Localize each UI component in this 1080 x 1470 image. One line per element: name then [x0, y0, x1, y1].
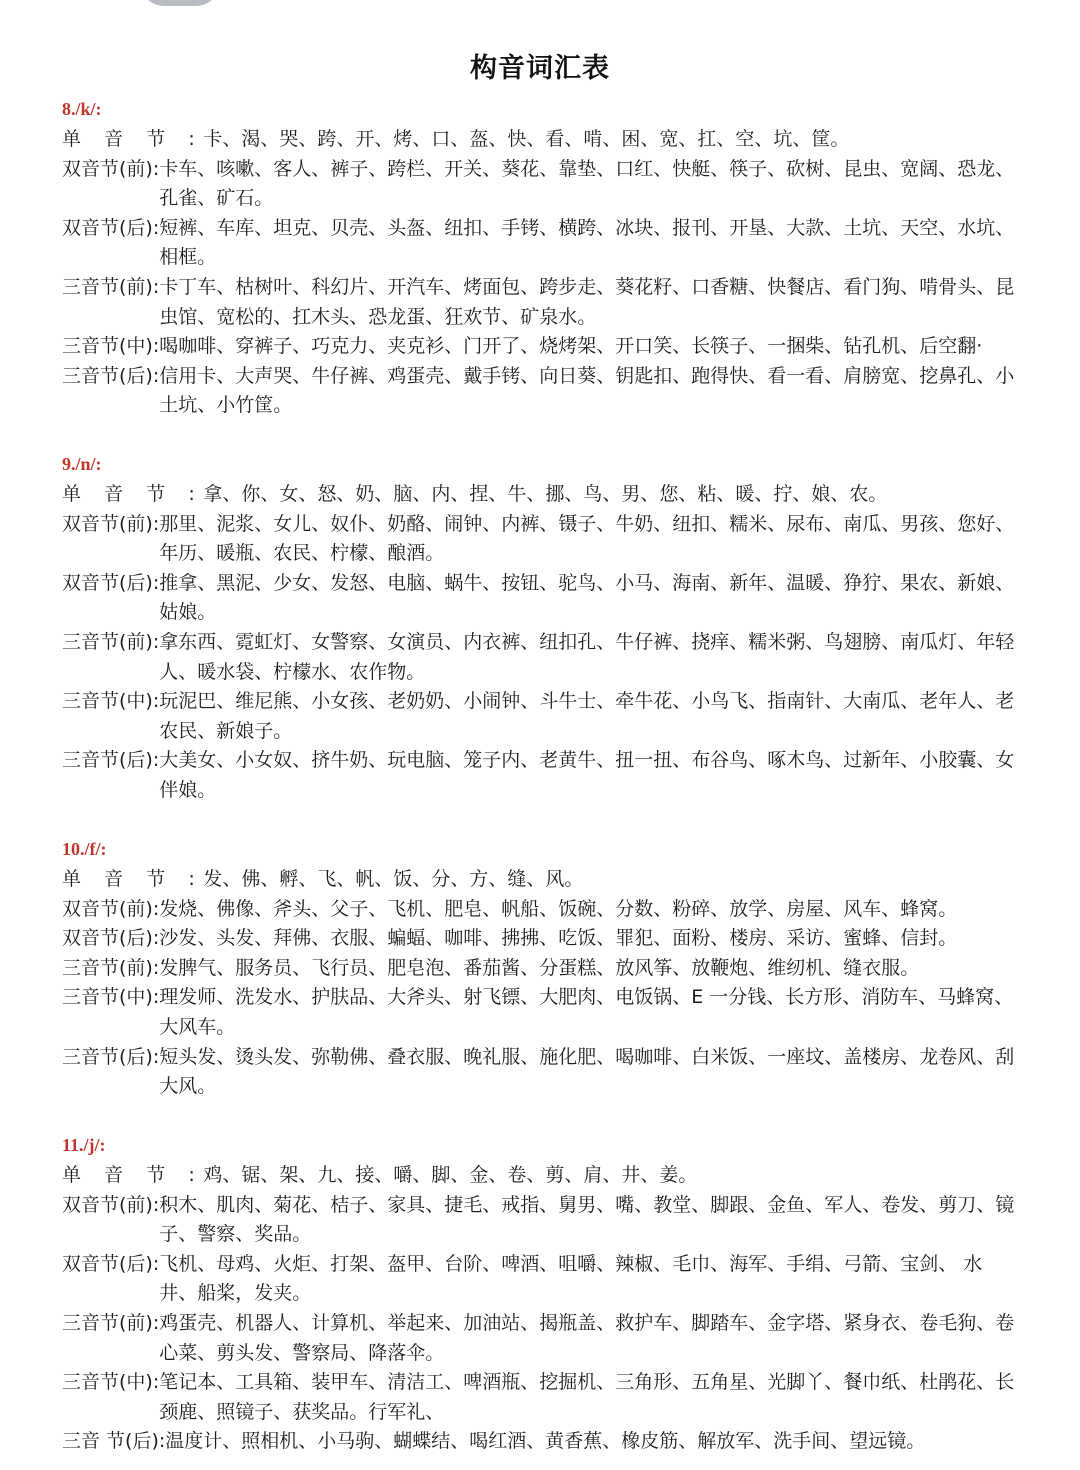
row-words: 理发师、洗发水、护肤品、大斧头、射飞镖、大肥肉、电饭锅、E 一分钱、长方形、消防车、马蜂窝、大风车。	[159, 986, 1014, 1038]
row-label: 双音节(前):	[62, 1193, 160, 1216]
row-words: 卡车、咳嗽、客人、裤子、跨栏、开关、葵花、靠垫、口红、快艇、筷子、砍树、昆虫、宽阔、恐龙、孔雀、矿石。	[159, 157, 1015, 210]
row-label: 三音 节(后):	[62, 1430, 166, 1453]
row-label: 三音节(后):	[62, 749, 160, 772]
row-trisyllable-back	[62, 746, 1062, 805]
row-label: 单 音 节 :	[62, 128, 204, 150]
row-words: 信用卡、大声哭、牛仔裤、鸡蛋壳、戴手铐、向日葵、钥匙扣、跑得快、看一看、肩膀宽、挖鼻孔、小土坑、小竹筐。	[159, 364, 1015, 417]
row-words: 推拿、黑泥、少女、发怒、电脑、蜗牛、按钮、驼鸟、小马、海南、新年、温暖、狰狞、果农、新娘、姑娘。	[159, 571, 1015, 624]
row-label: 三音节(中):	[62, 1371, 160, 1394]
row-words: 笔记本、工具箱、装甲车、清洁工、啤酒瓶、挖掘机、三角形、五角星、光脚丫、餐巾纸、杜鹃花、长颈鹿、照镜子、获奖品。行军礼、	[159, 1371, 1015, 1423]
row-words: 飞机、母鸡、火炬、打架、盔甲、台阶、啤酒、咀嚼、辣椒、毛巾、海军、手绢、弓箭、宝剑、 水井、船桨，发夹。	[159, 1252, 983, 1305]
section-heading: 11./j/:	[62, 1135, 106, 1155]
section-k	[62, 97, 1062, 421]
section-heading: 9./n/:	[62, 454, 102, 474]
row-words: 发、佛、孵、飞、帆、饭、分、方、缝、风。	[203, 868, 584, 890]
row-monosyllable	[62, 480, 1062, 510]
row-monosyllable	[62, 125, 1062, 155]
row-trisyllable-middle	[62, 983, 1062, 1042]
row-words: 卡、渴、哭、跨、开、烤、口、盔、快、看、啃、困、宽、扛、空、坑、筐。	[203, 128, 850, 150]
row-words: 发脾气、服务员、飞行员、肥皂泡、番茄酱、分蛋糕、放风筝、放鞭炮、维纫机、缝衣服。	[159, 956, 920, 979]
row-label: 双音节(后):	[62, 216, 160, 239]
row-disyllable-back	[62, 569, 1062, 628]
section-f	[62, 837, 1062, 1102]
section-heading: 10./f/:	[62, 839, 107, 859]
row-label: 三音节(前):	[62, 956, 160, 979]
row-trisyllable-front	[62, 954, 1062, 984]
row-words: 沙发、头发、拜佛、衣服、蝙蝠、咖啡、拂拂、吃饭、罪犯、面粉、楼房、采访、蜜蜂、信封。	[159, 927, 958, 950]
row-disyllable-back	[62, 924, 1062, 954]
row-trisyllable-middle	[62, 332, 1062, 362]
section-j	[62, 1133, 1062, 1457]
row-words: 大美女、小女奴、挤牛奶、玩电脑、笼子内、老黄牛、扭一扭、布谷鸟、啄木鸟、过新年、小胶囊、女伴娘。	[159, 749, 1015, 801]
row-monosyllable	[62, 1161, 1062, 1191]
row-words: 拿东西、霓虹灯、女警察、女演员、内衣裤、纽扣孔、牛仔裤、挠痒、糯米粥、鸟翅膀、南瓜灯、年轻人、暖水袋、柠檬水、农作物。	[159, 630, 1015, 683]
row-trisyllable-back	[62, 1043, 1062, 1102]
row-words: 积木、肌肉、菊花、桔子、家具、捷毛、戒指、舅男、嘴、教堂、脚跟、金鱼、军人、卷发、剪刀、镜子、警察、奖品。	[159, 1193, 1015, 1246]
row-words: 鸡、锯、架、九、接、嚼、脚、金、卷、剪、肩、井、姜。	[203, 1164, 698, 1186]
row-words: 温度计、照相机、小马驹、蝴蝶结、喝红酒、黄香蕉、橡皮筋、解放军、洗手间、望远镜。	[165, 1430, 926, 1453]
row-disyllable-front	[62, 895, 1062, 925]
document-title: 构音词汇表	[470, 53, 610, 84]
row-words: 玩泥巴、维尼熊、小女孩、老奶奶、小闹钟、斗牛士、牵牛花、小鸟飞、指南针、大南瓜、老年人、老农民、新娘子。	[159, 690, 1015, 742]
row-trisyllable-middle	[62, 1368, 1062, 1427]
row-label: 单 音 节 :	[62, 868, 204, 890]
row-disyllable-front	[62, 155, 1062, 214]
row-trisyllable-back	[62, 1427, 1062, 1457]
row-disyllable-back	[62, 214, 1062, 273]
row-label: 三音节(前):	[62, 1311, 160, 1334]
row-trisyllable-front	[62, 273, 1062, 332]
row-label: 双音节(前):	[62, 512, 160, 535]
row-words: 短头发、烫头发、弥勒佛、叠衣服、晚礼服、施化肥、喝咖啡、白米饭、一座坟、盖楼房、龙卷风、刮大风。	[159, 1045, 1015, 1098]
section-heading: 8./k/:	[62, 99, 102, 119]
row-label: 双音节(后):	[62, 1252, 160, 1275]
row-label: 三音节(中):	[62, 986, 160, 1009]
row-disyllable-back	[62, 1250, 1062, 1309]
top-edge-shape	[140, 0, 220, 6]
section-n	[62, 452, 1062, 806]
row-disyllable-front	[62, 510, 1062, 569]
row-words: 鸡蛋壳、机器人、计算机、举起来、加油站、揭瓶盖、救护车、脚踏车、金字塔、紧身衣、卷毛狗、卷心菜、剪头发、警察局、降落伞。	[159, 1311, 1015, 1364]
row-words: 那里、泥浆、女儿、奴仆、奶酪、闹钟、内裤、镊子、牛奶、纽扣、糯米、尿布、南瓜、男孩、您好、年历、暖瓶、农民、柠檬、酿酒。	[159, 512, 1015, 565]
row-label: 双音节(后):	[62, 571, 160, 594]
row-disyllable-front	[62, 1191, 1062, 1250]
row-label: 三音节(前):	[62, 630, 160, 653]
row-label: 三音节(前):	[62, 275, 160, 298]
row-words: 卡丁车、枯树叶、科幻片、开汽车、烤面包、跨步走、葵花籽、口香糖、快餐店、看门狗、啃骨头、昆虫馆、宽松的、扛木头、恐龙蛋、狂欢节、矿泉水。	[159, 275, 1015, 328]
row-label: 双音节(前):	[62, 897, 160, 920]
row-label: 三音节(中):	[62, 690, 160, 713]
row-monosyllable	[62, 865, 1062, 895]
row-words: 发烧、佛像、斧头、父子、飞机、肥皂、帆船、饭碗、分数、粉碎、放学、房屋、风车、蜂窝。	[159, 897, 958, 920]
row-label: 三音节(中):	[62, 335, 160, 358]
row-trisyllable-front	[62, 628, 1062, 687]
row-label: 单 音 节 :	[62, 483, 204, 505]
row-trisyllable-back	[62, 362, 1062, 421]
row-trisyllable-front	[62, 1309, 1062, 1368]
row-words: 喝咖啡、穿裤子、巧克力、夹克衫、门开了、烧烤架、开口笑、长筷子、一捆柴、钻孔机、后空翻·	[159, 335, 983, 358]
row-label: 三音节(后):	[62, 1045, 160, 1068]
row-words: 短裤、车库、坦克、贝壳、头盔、纽扣、手铐、横跨、冰块、报刊、开垦、大款、土坑、天空、水坑、相框。	[159, 216, 1015, 269]
row-label: 双音节(前):	[62, 157, 160, 180]
row-label: 双音节(后):	[62, 927, 160, 950]
row-trisyllable-middle	[62, 687, 1062, 746]
row-label: 三音节(后):	[62, 364, 160, 387]
row-label: 单 音 节 :	[62, 1164, 204, 1186]
row-words: 拿、你、女、怒、奶、脑、内、捏、牛、挪、鸟、男、您、粘、暖、拧、娘、农。	[203, 483, 888, 505]
